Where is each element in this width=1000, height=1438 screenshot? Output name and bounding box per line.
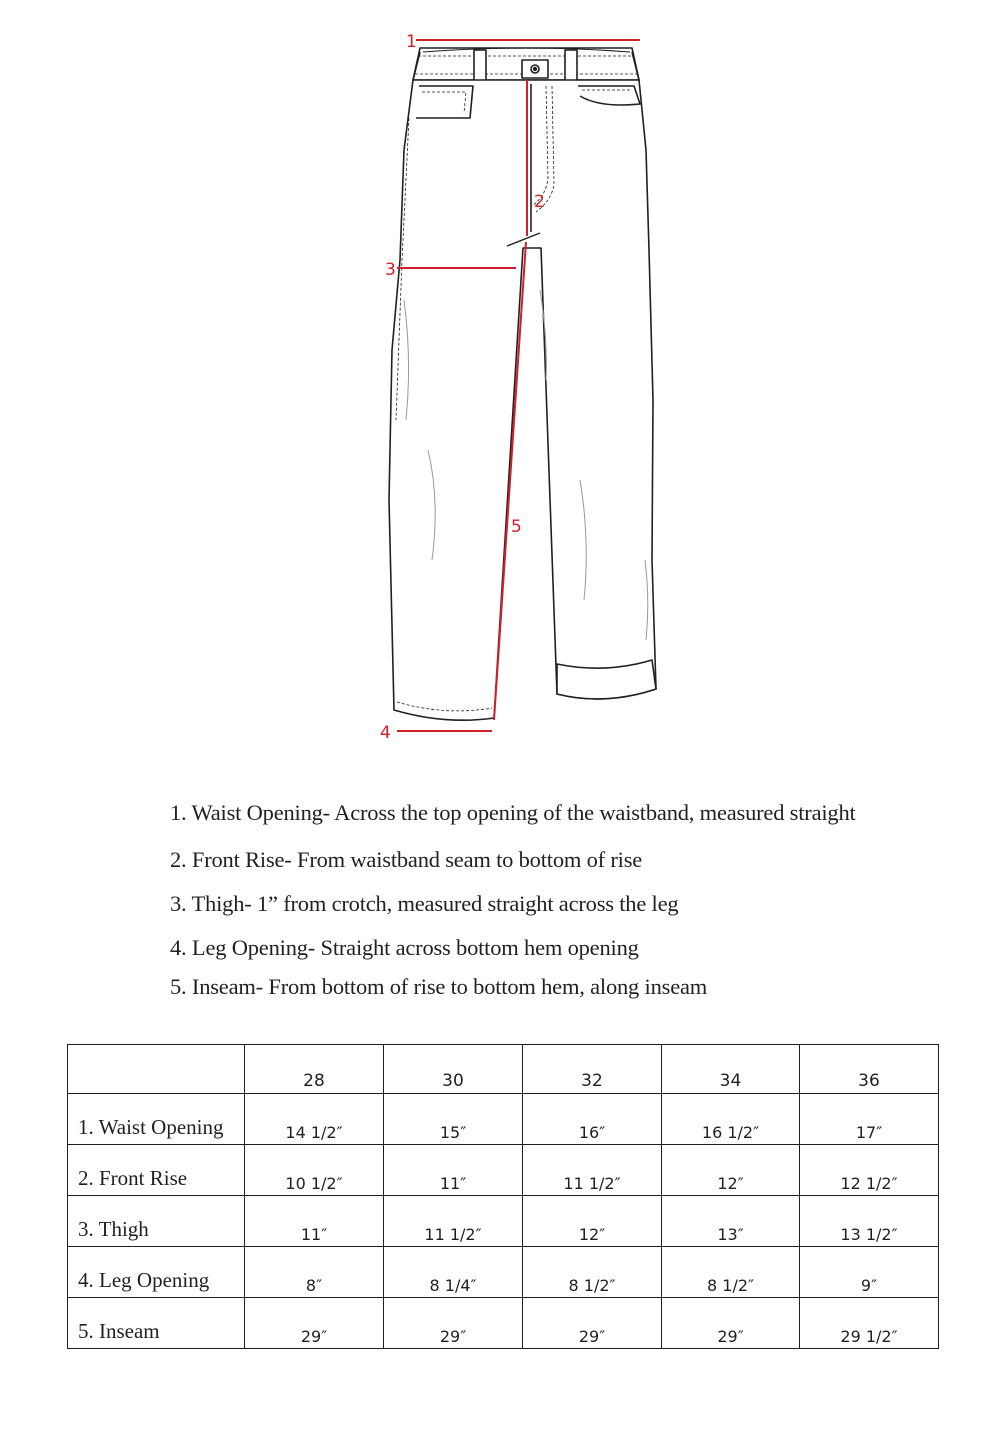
table-cell: 12 1/2″ xyxy=(800,1145,939,1196)
pants-outline xyxy=(389,48,656,720)
table-row xyxy=(68,1145,939,1196)
size-header: 28 xyxy=(245,1045,384,1094)
label-5: 5 xyxy=(511,517,522,537)
table-cell: 29″ xyxy=(245,1298,384,1349)
table-cell: 16 1/2″ xyxy=(662,1094,800,1145)
label-2: 2 xyxy=(534,192,545,212)
legend-item-waist: 1. Waist Opening- Across the top opening of the waistband, measured straight xyxy=(170,800,856,825)
table-cell: 17″ xyxy=(800,1094,939,1145)
table-cell: 29″ xyxy=(662,1298,800,1349)
table-cell: 11 1/2″ xyxy=(384,1196,523,1247)
table-cell: 8 1/2″ xyxy=(662,1247,800,1298)
label-3: 3 xyxy=(385,260,396,280)
button-center xyxy=(534,68,537,71)
pants-body xyxy=(389,80,656,720)
row-label: 5. Inseam xyxy=(68,1298,245,1349)
row-label: 3. Thigh xyxy=(68,1196,245,1247)
size-header: 34 xyxy=(662,1045,800,1094)
size-chart-table xyxy=(67,1044,939,1349)
table-cell: 11″ xyxy=(384,1145,523,1196)
table-cell: 8″ xyxy=(245,1247,384,1298)
header-empty-cell xyxy=(68,1045,245,1094)
row-label: 4. Leg Opening xyxy=(68,1247,245,1298)
table-cell: 10 1/2″ xyxy=(245,1145,384,1196)
legend-item-thigh: 3. Thigh- 1” from crotch, measured straight across the leg xyxy=(170,891,679,916)
table-cell: 29″ xyxy=(384,1298,523,1349)
label-1: 1 xyxy=(406,32,417,52)
label-4: 4 xyxy=(380,723,391,743)
table-cell: 14 1/2″ xyxy=(245,1094,384,1145)
size-header: 36 xyxy=(800,1045,939,1094)
table-cell: 11 1/2″ xyxy=(523,1145,662,1196)
table-cell: 13″ xyxy=(662,1196,800,1247)
table-cell: 12″ xyxy=(523,1196,662,1247)
size-header: 30 xyxy=(384,1045,523,1094)
legend-item-leg-opening: 4. Leg Opening- Straight across bottom hem opening xyxy=(170,935,639,960)
table-row xyxy=(68,1298,939,1349)
table-cell: 9″ xyxy=(800,1247,939,1298)
size-header: 32 xyxy=(523,1045,662,1094)
table-row xyxy=(68,1094,939,1145)
row-label: 2. Front Rise xyxy=(68,1145,245,1196)
table-cell: 13 1/2″ xyxy=(800,1196,939,1247)
table-cell: 29″ xyxy=(523,1298,662,1349)
table-cell: 29 1/2″ xyxy=(800,1298,939,1349)
row-label: 1. Waist Opening xyxy=(68,1094,245,1145)
legend-item-front-rise: 2. Front Rise- From waistband seam to bottom of rise xyxy=(170,847,643,872)
table-row xyxy=(68,1196,939,1247)
table-header-row xyxy=(68,1045,939,1094)
table-cell: 15″ xyxy=(384,1094,523,1145)
table-cell: 16″ xyxy=(523,1094,662,1145)
table-cell: 8 1/4″ xyxy=(384,1247,523,1298)
table-row xyxy=(68,1247,939,1298)
table-cell: 12″ xyxy=(662,1145,800,1196)
legend-item-inseam: 5. Inseam- From bottom of rise to bottom hem, along inseam xyxy=(170,974,708,999)
table-cell: 8 1/2″ xyxy=(523,1247,662,1298)
table-cell: 11″ xyxy=(245,1196,384,1247)
